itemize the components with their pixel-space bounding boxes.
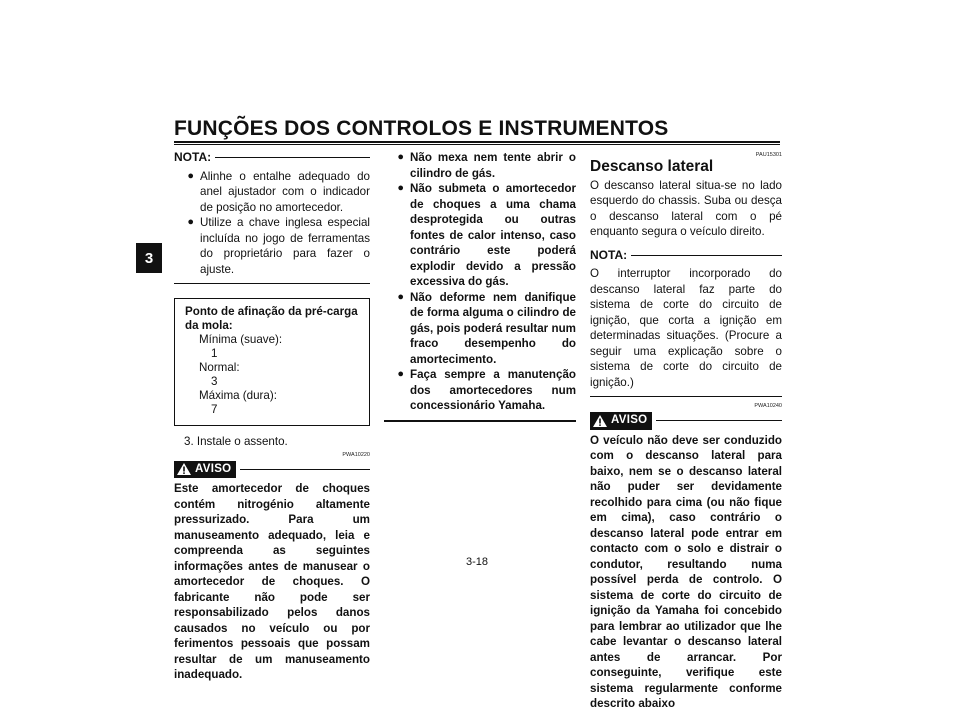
bullet-text: Utilize a chave inglesa especial incluída no jogo de ferramentas do proprietário para fazer o ajuste. — [200, 216, 370, 276]
page-number: 3-18 — [466, 556, 489, 568]
warning-text: O veículo não deve ser conduzido com o descanso lateral para baixo, nem se o descanso lateral não puder ser devidamente recolhido para cima (ou não fique em cima), caso contrário o descanso lateral pode entrar em contacto com o solo e distrair o condutor, resultando numa possível perda de controlo. O sistema de corte do circuito de ignição da Yamaha foi concebido para lembrar ao utilizador que lhe cabe levantar o descanso lateral antes de arrancar. Por conseguinte, verifique este sistema regularmente conforme descrito abaixo — [590, 433, 782, 710]
list-item — [384, 150, 576, 181]
aviso-line — [240, 469, 370, 470]
section-divider — [174, 283, 370, 284]
bullet-icon: ● — [397, 368, 404, 380]
reference-code: PWA10240 — [754, 403, 782, 409]
nota-text: O interruptor incorporado do descanso lateral faz parte do sistema de corte do circuito de ignição, que corta a ignição em determinadas situações. (Procure a seguir uma explicação sobre o sistema de corte do circuito de ignição.) — [590, 267, 782, 389]
section-divider — [590, 396, 782, 397]
warning-end-rule — [384, 420, 576, 422]
header-rule-thin — [174, 144, 780, 145]
nota-heading — [174, 150, 370, 166]
bullet-text: Não deforme nem danifique de forma alguma o cilindro de gás, pois poderá resultar num fraco desempenho do amortecimento. — [410, 290, 576, 366]
aviso-heading — [590, 412, 782, 430]
nota-label: NOTA: — [590, 247, 628, 262]
aviso-label: AVISO — [611, 414, 648, 426]
aviso-badge — [590, 412, 652, 430]
warning-text: Este amortecedor de choques contém nitrogénio altamente pressurizado. Para um manuseamento adequado, leia e compreenda as seguintes informações antes de manusear o amortecedor de choques. O fabricante não pode ser responsabilizado pelos danos causados no veículo ou por ferimentos pessoais que possam resultar de um manuseamento inadequado. — [174, 482, 370, 681]
spec-min-value: 1 — [211, 347, 218, 360]
bullet-text: Faça sempre a manutenção dos amortecedores num concessionário Yamaha. — [410, 368, 576, 412]
bullet-icon: ● — [187, 169, 194, 182]
aviso-label: AVISO — [195, 462, 232, 475]
step-3: 3. Instale o assento. — [184, 435, 288, 448]
bullet-icon: ● — [397, 290, 404, 303]
nota-heading — [590, 248, 782, 264]
bullet-text: Não submeta o amortecedor de choques a uma chama desprotegida ou outras fontes de calor intenso, caso contrário este poderá explodir devido a pressão excessiva do gás. — [410, 182, 576, 288]
warning-triangle-icon — [593, 415, 607, 427]
nota-line — [631, 255, 782, 256]
bullet-text: Alinhe o entalhe adequado do anel ajustador com o indicador de posição no amortecedor. — [200, 169, 370, 214]
bullet-icon: ● — [187, 216, 194, 228]
spec-box-title: Ponto de afinação da pré-carga da mola: — [185, 305, 358, 332]
nota-label: NOTA: — [174, 150, 212, 164]
reference-code: PAU15301 — [755, 152, 782, 158]
spec-normal-value: 3 — [211, 375, 218, 388]
spec-max-label: Máxima (dura): — [199, 389, 277, 402]
spec-max-value: 7 — [211, 403, 218, 416]
aviso-badge — [174, 461, 236, 479]
spec-min-label: Mínima (suave): — [199, 333, 283, 346]
page-title: FUNÇÕES DOS CONTROLOS E INSTRUMENTOS — [174, 117, 669, 140]
paragraph: O descanso lateral situa-se no lado esquerdo do chassis. Suba ou desça o descanso lateral com o pé enquanto segura o veículo direito. — [590, 178, 782, 238]
section-title: Descanso lateral — [590, 158, 714, 175]
list-item — [384, 290, 576, 368]
list-item — [174, 215, 370, 277]
bullet-icon: ● — [397, 182, 404, 194]
column-3 — [590, 150, 782, 712]
list-item — [384, 367, 576, 414]
warning-triangle-icon — [177, 463, 191, 475]
spec-box — [174, 298, 370, 426]
list-item — [384, 181, 576, 290]
aviso-line — [656, 420, 782, 421]
aviso-heading — [174, 461, 370, 479]
reference-code: PWA10220 — [342, 451, 370, 458]
column-2 — [384, 150, 576, 428]
column-1 — [174, 150, 370, 683]
spec-normal-label: Normal: — [199, 361, 240, 374]
chapter-tab: 3 — [136, 243, 162, 273]
header-rule — [174, 141, 780, 143]
list-item — [174, 169, 370, 216]
bullet-text: Não mexa nem tente abrir o cilindro de gás. — [410, 151, 576, 180]
nota-line — [215, 157, 370, 158]
bullet-icon: ● — [397, 151, 404, 163]
